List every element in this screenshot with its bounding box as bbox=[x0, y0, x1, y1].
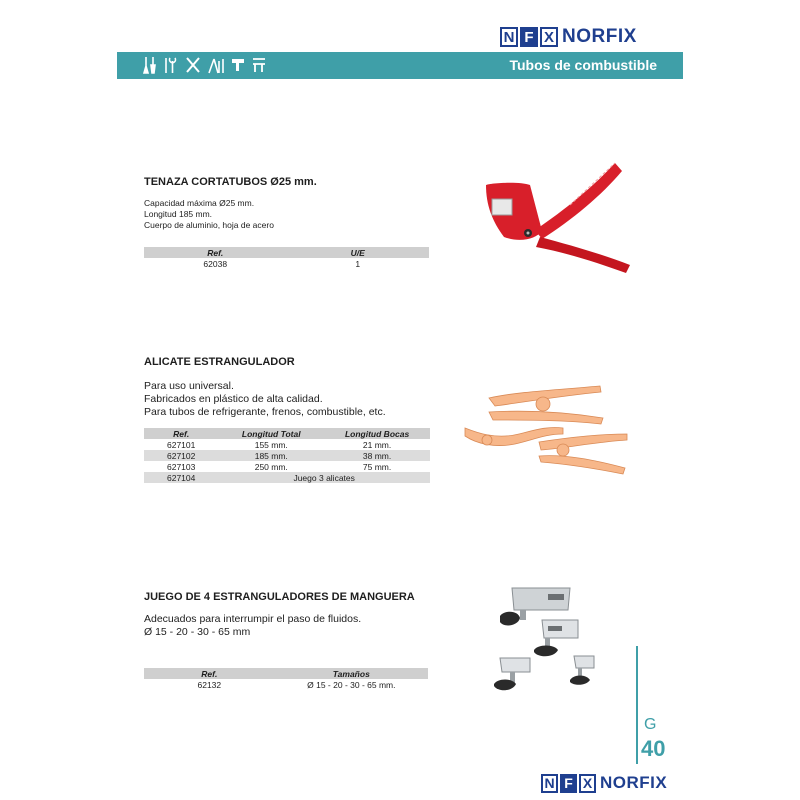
category-header-bar bbox=[117, 52, 683, 79]
pliers-icon bbox=[185, 56, 201, 74]
table-row bbox=[144, 472, 430, 483]
pipe-cutter-image bbox=[480, 155, 650, 275]
section-description bbox=[144, 380, 386, 419]
norfix-logo-bottom bbox=[541, 773, 667, 793]
page-number: 40 bbox=[641, 736, 666, 761]
table-cell: 185 mm. bbox=[218, 450, 324, 461]
table-header: Longitud Total bbox=[218, 428, 324, 439]
spec-table bbox=[144, 668, 428, 690]
logo-letter-n: N bbox=[500, 27, 518, 47]
table-header: Ref. bbox=[144, 668, 275, 679]
table-cell: 38 mm. bbox=[324, 450, 430, 461]
description-line: Ø 15 - 20 - 30 - 65 mm bbox=[144, 626, 251, 638]
table-row bbox=[144, 439, 430, 450]
section-title: JUEGO DE 4 ESTRANGULADORES DE MANGUERA bbox=[144, 591, 415, 603]
section-title: ALICATE ESTRANGULADOR bbox=[144, 356, 295, 368]
logo-word: NORFIX bbox=[600, 773, 668, 792]
table-row bbox=[144, 450, 430, 461]
table-header: Tamaños bbox=[275, 668, 428, 679]
section-description bbox=[144, 613, 361, 639]
spec-table bbox=[144, 247, 429, 269]
table-cell: 62038 bbox=[203, 258, 228, 269]
tap-icon bbox=[231, 56, 245, 74]
logo-word: NORFIX bbox=[562, 26, 637, 47]
tools-set-icon bbox=[207, 56, 225, 74]
table-header: Ref. bbox=[144, 247, 287, 258]
table-cell: 250 mm. bbox=[254, 461, 288, 472]
page-marker-line bbox=[636, 646, 638, 764]
wrench-icon bbox=[163, 56, 179, 74]
hose-clamp-pliers-image bbox=[455, 382, 635, 482]
description-line: Fabricados en plástico de alta calidad. bbox=[144, 393, 323, 405]
table-header: Ref. bbox=[144, 428, 218, 439]
table-row bbox=[144, 679, 428, 690]
sockets-icon bbox=[251, 56, 267, 74]
logo-letter-x: X bbox=[579, 774, 596, 793]
spec-table bbox=[144, 428, 430, 483]
tool-icons-strip bbox=[143, 56, 267, 74]
table-cell: 627103 bbox=[166, 461, 196, 472]
table-cell: 627102 bbox=[144, 450, 218, 461]
table-cell: Juego 3 alicates bbox=[218, 472, 430, 483]
section-description bbox=[144, 198, 274, 231]
description-line: Adecuados para interrumpir el paso de fluidos. bbox=[144, 613, 362, 625]
table-cell: 62132 bbox=[197, 679, 222, 690]
category-title: Tubos de combustible bbox=[509, 57, 657, 73]
description-line: Para uso universal. bbox=[144, 380, 234, 392]
norfix-logo-top bbox=[500, 26, 637, 48]
hose-clamps-set-image bbox=[490, 580, 620, 710]
logo-letter-f: F bbox=[520, 27, 538, 47]
table-cell: 75 mm. bbox=[362, 461, 392, 472]
section-letter: G bbox=[644, 716, 657, 733]
table-cell: Ø 15 - 20 - 30 - 65 mm. bbox=[307, 679, 396, 690]
description-line: Cuerpo de aluminio, hoja de acero bbox=[144, 220, 274, 230]
table-cell: 155 mm. bbox=[254, 439, 288, 450]
screwdriver-icon bbox=[143, 56, 157, 74]
logo-letter-x: X bbox=[540, 27, 558, 47]
logo-letter-f: F bbox=[560, 774, 577, 793]
table-cell: 1 bbox=[355, 258, 361, 269]
table-header: Longitud Bocas bbox=[324, 428, 430, 439]
table-cell: 627104 bbox=[144, 472, 218, 483]
table-header: U/E bbox=[287, 247, 430, 258]
logo-letter-n: N bbox=[541, 774, 558, 793]
description-line: Capacidad máxima Ø25 mm. bbox=[144, 198, 255, 208]
section-title: TENAZA CORTATUBOS Ø25 mm. bbox=[144, 176, 317, 188]
table-cell: 627101 bbox=[166, 439, 196, 450]
description-line: Longitud 185 mm. bbox=[144, 209, 213, 219]
table-cell: 21 mm. bbox=[362, 439, 392, 450]
table-row bbox=[144, 461, 430, 472]
table-row bbox=[144, 258, 429, 269]
description-line: Para tubos de refrigerante, frenos, combustible, etc. bbox=[144, 406, 386, 418]
